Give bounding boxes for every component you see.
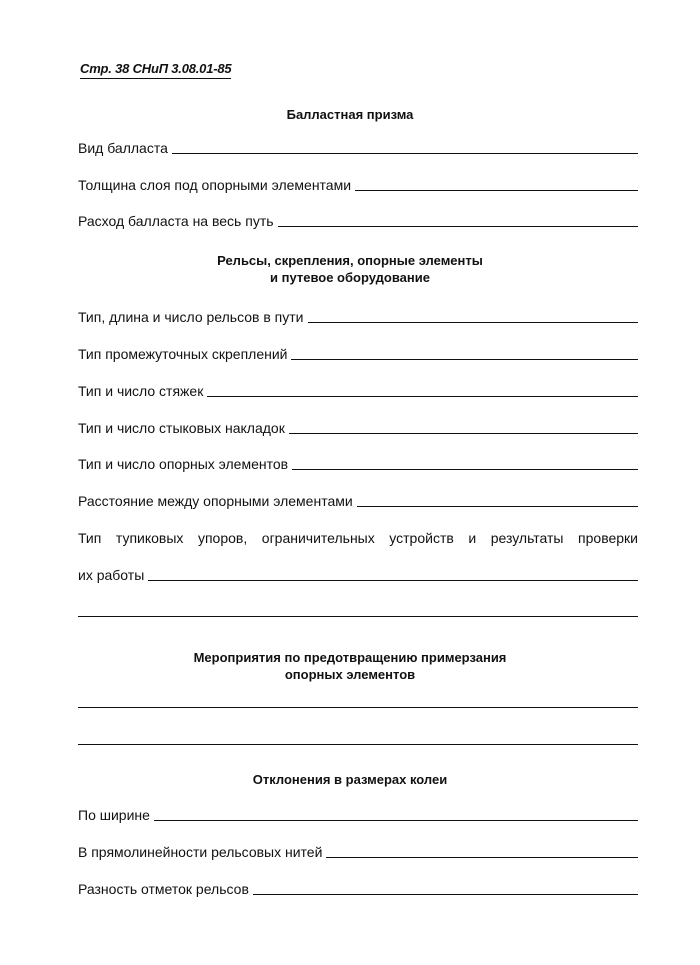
fill-line: [289, 433, 638, 434]
field-label: В прямолинейности рельсовых нитей: [78, 844, 323, 860]
field-width-deviation[interactable]: [78, 807, 638, 823]
field-label: Разность отметок рельсов: [78, 881, 249, 897]
section-title-ballast: Балластная призма: [286, 107, 414, 122]
fill-line: [291, 359, 638, 360]
field-label: Тип, длина и число рельсов в пути: [78, 309, 304, 325]
field-ballast-consumption[interactable]: [78, 213, 638, 229]
field-support-elements[interactable]: [78, 456, 638, 472]
field-label: Тип промежуточных скреплений: [78, 346, 288, 362]
fill-line: [355, 190, 638, 191]
field-support-spacing[interactable]: [78, 493, 638, 509]
section-title-rails: [0, 252, 700, 286]
field-label: По ширине: [78, 807, 150, 823]
field-label: Тип и число стыковых накладок: [78, 420, 285, 436]
section-title-line: и путевое оборудование: [270, 270, 430, 285]
field-ballast-type[interactable]: [78, 140, 638, 156]
field-label: Вид балласта: [78, 140, 168, 156]
fill-line: [172, 153, 638, 154]
field-fastenings-type[interactable]: [78, 346, 638, 362]
section-title-freezing: [0, 649, 700, 683]
field-label: Тип и число стяжек: [78, 383, 204, 399]
fill-line: [154, 820, 638, 821]
blank-line[interactable]: [78, 707, 638, 708]
field-straightness[interactable]: [78, 844, 638, 860]
field-label: Тип и число опорных элементов: [78, 456, 289, 472]
fill-line: [278, 226, 638, 227]
field-label: их работы: [78, 567, 145, 583]
page-header: Стр. 38 СНиП 3.08.01-85: [80, 61, 231, 79]
field-label: Расстояние между опорными элементами: [78, 493, 353, 509]
field-layer-thickness[interactable]: [78, 177, 638, 193]
long-field-label: Тип тупиковых упоров, ограничительных устройств и результаты проверки: [78, 530, 638, 546]
field-buffer-stops-result[interactable]: [78, 567, 638, 583]
field-level-difference[interactable]: [78, 881, 638, 897]
field-ties-type[interactable]: [78, 383, 638, 399]
section-title-line: Рельсы, скрепления, опорные элементы: [217, 253, 483, 268]
fill-line: [326, 857, 638, 858]
fill-line: [253, 894, 638, 895]
fill-line: [357, 506, 638, 507]
section-title-deviations: Отклонения в размерах колеи: [252, 772, 448, 787]
fill-line: [308, 322, 639, 323]
fill-line: [207, 396, 638, 397]
fill-line: [148, 580, 638, 581]
field-rails-type[interactable]: [78, 309, 638, 325]
blank-line[interactable]: [78, 616, 638, 617]
fill-line: [292, 469, 638, 470]
section-title-line: опорных элементов: [284, 667, 416, 682]
field-joint-bars[interactable]: [78, 420, 638, 436]
blank-line[interactable]: [78, 744, 638, 745]
field-label: Толщина слоя под опорными элементами: [78, 177, 352, 193]
field-label: Расход балласта на весь путь: [78, 213, 274, 229]
section-title-line: Мероприятия по предотвращению примерзания: [193, 650, 507, 665]
